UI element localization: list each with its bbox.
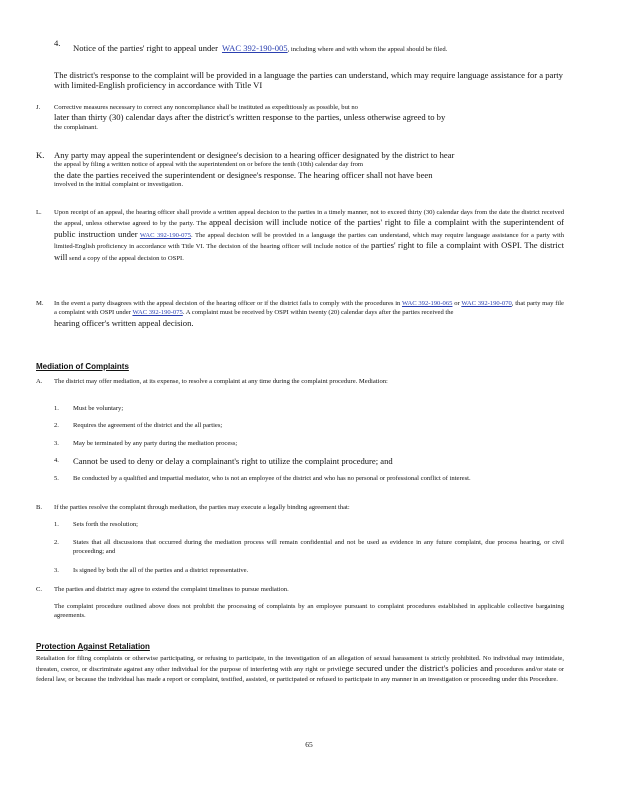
item-marker: 5. <box>54 475 59 482</box>
item-text: States that all discussions that occurred during the mediation process will remain confidential and not be used as evidence in any future complaint, due process hearing, or civil proceeding; and <box>73 539 564 556</box>
item-marker: L. <box>36 209 42 216</box>
note-text: The complaint procedure outlined above does not prohibit the processing of complaints by an employee pursuant to complaint procedures established in applicable collective bargaining agreements. <box>54 603 564 620</box>
retaliation-paragraph <box>36 654 564 684</box>
item-text: later than thirty (30) calendar days after the district's written response to the parties, unless otherwise agreed to by <box>54 112 446 123</box>
item-text: Be conducted by a qualified and impartial mediator, who is not an employee of the district and who has no personal or professional conflict of interest. <box>73 475 471 482</box>
paragraph-text: procedures and/or state or federal law, or because the individual has made a report or complaint, testified, assisted, or participated or refused to participate in any manner in an investigation or proceeding under this Procedure. <box>36 666 564 683</box>
item-marker: 2. <box>54 422 59 429</box>
mediation-list-item <box>36 474 564 483</box>
item-text: or <box>454 300 460 307</box>
response-note <box>54 70 564 91</box>
section-heading: Mediation of Complaints <box>36 362 129 371</box>
item-text: send a copy of the appeal decision to OSPI. <box>69 254 184 262</box>
wac-link[interactable]: WAC 392-190-075 <box>139 231 192 239</box>
mediation-item-c <box>36 585 564 594</box>
item-text: . A complaint must be received by OSPI within twenty (20) calendar days after the parties received the <box>182 309 454 317</box>
response-note-text: The district's response to the complaint will be provided in a language the parties can understand, which may require language assistance for a party with limited-English proficiency in accordance with Title VI <box>54 70 563 91</box>
item-marker: C. <box>36 586 43 593</box>
wac-link[interactable]: WAC 392-190-065 <box>401 300 453 307</box>
wac-link[interactable]: WAC 392-190-075 <box>132 309 183 317</box>
item-text: Upon receipt of an appeal, the hearing officer shall provide a written appeal decision to the parties in a timely manner, not to exceed thirty (30) calendar days from the date the district received the appeal, unless otherwise agreed to by the party. The <box>54 209 564 228</box>
item-marker: 1. <box>54 405 59 412</box>
item-marker: 3. <box>54 440 59 447</box>
item-text: the date the parties received the superintendent or designee's response. The hearing officer shall not have been <box>54 169 433 180</box>
item-marker: 4. <box>54 38 61 48</box>
mediation-item-a <box>36 377 564 386</box>
item-marker: A. <box>36 378 43 385</box>
item-text: , including where and with whom the appeal should be filed. <box>287 46 448 53</box>
mediation-section <box>36 356 564 374</box>
wac-link[interactable]: WAC 392-190-005 <box>221 43 288 53</box>
item-l <box>36 208 564 263</box>
collective-bargaining-note <box>54 602 564 621</box>
retaliation-section <box>36 636 564 654</box>
item-text: The parties and district may agree to extend the complaint timelines to pursue mediation. <box>54 586 289 593</box>
section-heading: Protection Against Retaliation <box>36 642 150 651</box>
item-marker: J. <box>36 104 41 111</box>
mediation-list-item <box>36 421 564 430</box>
item-text: involved in the initial complaint or investigation. <box>54 181 184 189</box>
item-text: Must be voluntary; <box>73 405 124 412</box>
item-text: parties' right to file a complaint with OSPI. The district will <box>54 240 565 262</box>
item-marker: 2. <box>54 539 59 546</box>
item-text: . The appeal decision will be provided in a language the parties can understand, which may require language assistance for a party with limited-English proficiency in accordance with Title VI. The decision of the hearing officer will include notice of the <box>54 231 564 251</box>
agreement-list-item <box>36 520 564 529</box>
mediation-list-item <box>36 404 564 413</box>
item-j <box>36 103 564 132</box>
item-text: , that party may file a complaint with OSPI under <box>54 300 564 317</box>
item-text: appeal decision will include notice of the parties' right to file a complaint with the superintendent of public instruction under <box>54 217 564 239</box>
item-text: The district may offer mediation, at its expense, to resolve a complaint at any time during the complaint procedure. Mediation: <box>54 378 388 385</box>
item-text: Cannot be used to deny or delay a complainant's right to utilize the complaint procedure; and <box>73 456 393 466</box>
agreement-list-item <box>36 538 564 557</box>
mediation-list-item <box>36 456 564 466</box>
item-text: May be terminated by any party during the mediation process; <box>73 440 238 447</box>
item-marker: M. <box>36 300 44 307</box>
notice-item-4 <box>36 38 564 56</box>
item-text: Any party may appeal the superintendent or designee's decision to a hearing officer designated by the district to hear <box>54 150 455 160</box>
paragraph-text: ege secured under the district's policies and <box>341 663 493 674</box>
agreement-list-item <box>36 566 564 575</box>
item-text: Sets forth the resolution; <box>73 521 139 528</box>
item-text: Corrective measures necessary to correct any noncompliance shall be instituted as expeditiously as possible, but no <box>54 104 358 111</box>
paragraph-text: Retaliation for filing complaints or otherwise participating, or refusing to participate, in the investigation of an allegation of sexual harassment is strictly prohibited. No individual may intimidate, threaten, coerce, or discriminate against any other individual for the purpose of interfering with any right or privil <box>36 655 564 674</box>
wac-link[interactable]: WAC 392-190-070 <box>461 300 512 307</box>
item-marker: 4. <box>54 457 59 464</box>
item-m <box>36 299 564 328</box>
item-k <box>36 150 564 190</box>
item-text: Is signed by both the all of the parties and a district representative. <box>73 567 249 574</box>
item-marker: 1. <box>54 521 59 528</box>
item-text: hearing officer's written appeal decision. <box>54 317 194 328</box>
item-text: Notice of the parties' right to appeal under <box>73 43 218 53</box>
item-text: If the parties resolve the complaint through mediation, the parties may execute a legally binding agreement that: <box>54 504 350 511</box>
mediation-item-b <box>36 503 564 512</box>
item-text: the complainant. <box>54 123 98 131</box>
item-marker: B. <box>36 504 43 511</box>
page-number: 65 <box>305 740 313 749</box>
item-marker: 3. <box>54 567 59 574</box>
item-text: In the event a party disagrees with the appeal decision of the hearing officer or if the district fails to comply with the procedures in <box>54 300 401 307</box>
item-text: Requires the agreement of the district and the all parties; <box>73 422 223 429</box>
item-text: the appeal by filing a written notice of appeal with the superintendent on or before the tenth (10th) calendar day from <box>54 161 364 169</box>
item-marker: K. <box>36 150 45 160</box>
mediation-list-item <box>36 439 564 448</box>
